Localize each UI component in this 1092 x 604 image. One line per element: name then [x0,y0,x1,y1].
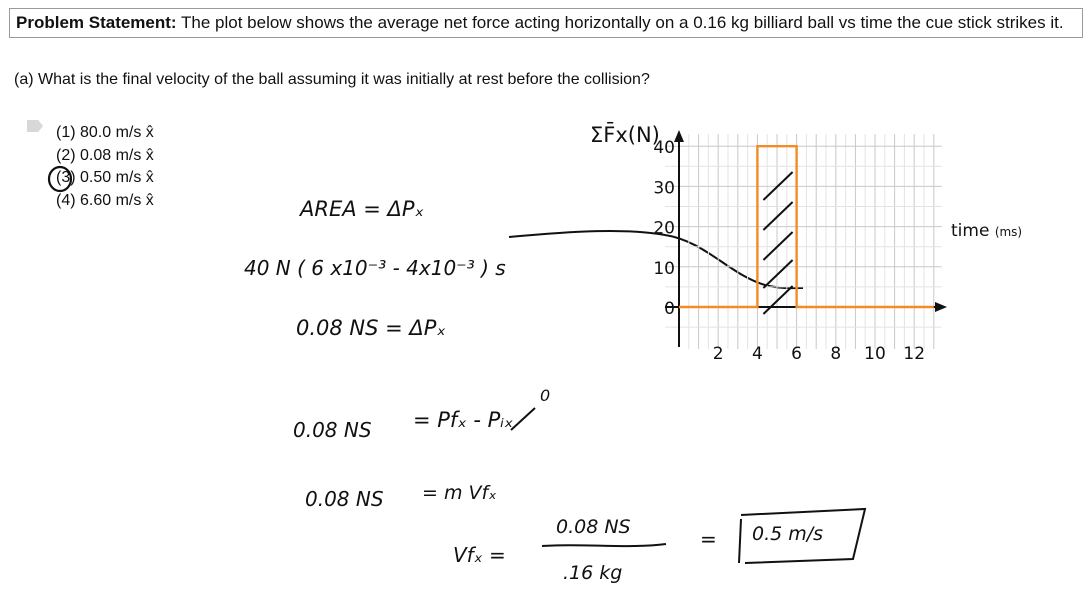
choice-circle-icon [45,164,79,194]
choice-1[interactable]: (1) 80.0 m/s x̂ [56,124,154,141]
x-tick-label: 8 [830,344,842,364]
x-tick-label: 10 [864,344,886,364]
impulse-hatching [763,172,792,314]
problem-label: Problem Statement: [16,13,177,32]
note-area: AREA = ΔPₓ [300,197,424,221]
choice-2[interactable]: (2) 0.08 m/s x̂ [56,146,154,164]
y-tick-label: 30 [653,178,675,199]
choice-marker-icon [27,120,43,132]
y-tick-label: 0 [664,299,675,319]
y-axis-label: ΣF̄x(N) [590,123,660,147]
x-tick-label: 2 [712,344,724,364]
question-text: (a) What is the final velocity of the ball assuming it was initially at rest before the collision? [14,71,650,88]
chart-grid [665,134,942,349]
choice-4[interactable]: (4) 6.60 m/s x̂ [56,191,154,209]
x-tick-label: 4 [751,344,763,364]
problem-text: The plot below shows the average net force acting horizontally on a 0.16 kg billiard ball vs time the cue stick strikes it. [181,13,1064,32]
note-fraction-numerator: 0.08 NS [556,516,631,538]
strike-mark-icon [505,404,545,434]
force-time-chart [585,118,1055,368]
x-axis-arrow-icon [935,302,947,312]
note-impulse-calc: 40 N ( 6 x10⁻³ - 4x10⁻³ ) s [244,256,506,280]
note-answer: 0.5 m/s [752,523,824,545]
note-initial-zero: 0 [540,386,551,405]
note-momentum-left: 0.08 NS [293,418,372,442]
y-axis-arrow-icon [674,130,684,142]
note-approx-equals: = [700,527,717,551]
note-mv-right: = m Vfₓ [422,482,497,504]
note-mv-left: 0.08 NS [305,487,384,511]
x-axis-label: time (ms) [951,221,1023,241]
note-momentum-right: = Pfₓ - Pᵢₓ [413,408,514,432]
x-tick-label: 12 [903,344,926,364]
note-impulse-result: 0.08 NS = ΔPₓ [296,316,446,340]
note-fraction-denominator: .16 kg [563,562,623,584]
x-tick-label: 6 [791,344,803,364]
y-tick-label: 10 [653,258,675,279]
problem-statement [9,8,1083,38]
fraction-bar-icon [540,540,670,552]
y-tick-label: 40 [653,138,675,159]
note-velocity-label: Vfₓ = [453,543,506,567]
y-tick-label: 20 [653,218,675,239]
choice-3[interactable]: (3) 0.50 m/s x̂ [56,169,154,186]
